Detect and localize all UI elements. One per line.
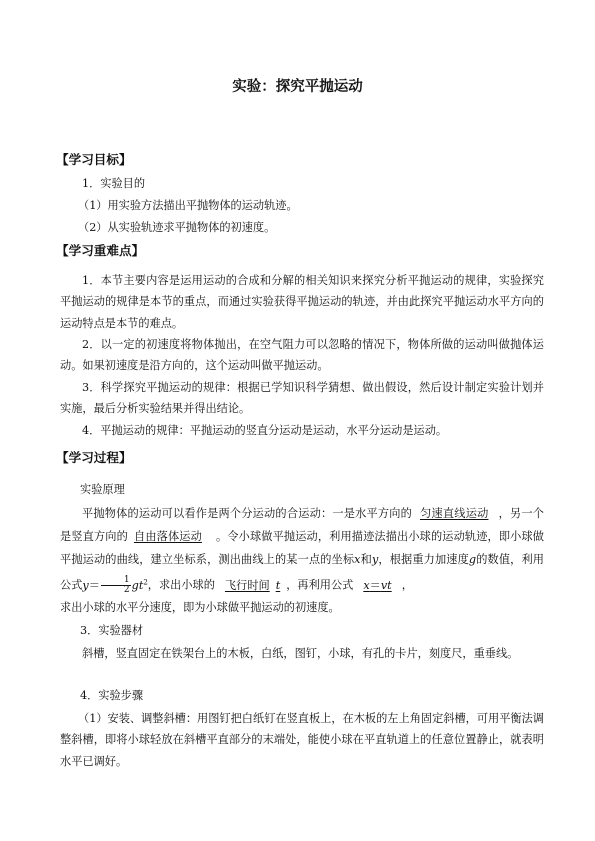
section-heading-process: 【学习过程】 [56, 450, 132, 465]
equipment-text: 斜槽，竖直固定在铁架台上的木板，白纸，图钉，小球，有孔的卡片，刻度尺，重垂线。 [82, 647, 519, 660]
key-point-2: 2．以一定的初速度将物体抛出，在空气阻力可以忽略的情况下，物体所做的运动叫做抛体运动。如果初速度是沿方向的，这个运动叫做平抛运动。 [60, 338, 544, 373]
steps-title: 4．实验步骤 [80, 689, 144, 702]
step-1-text: （1）安装、调整斜槽：用图钉把白纸钉在竖直板上，在木板的左上角固定斜槽，可用平衡法调整斜槽，即将小球轻放在斜槽平直部分的末端处，能使小球在平直轨道上的任意位置静止，就表明水平已调好。 [60, 712, 544, 768]
section-heading-goals: 【学习目标】 [56, 152, 132, 167]
equipment-title: 3．实验器材 [80, 624, 144, 637]
section-heading-key-points: 【学习重难点】 [56, 243, 145, 258]
formula-fall: y＝ $\frac{1}{2}$ $gt^2$ [82, 575, 148, 596]
goal-sub-1: （1）用实验方法描出平抛物体的运动轨迹。 [78, 199, 298, 212]
key-point-1: 1．本节主要内容是运用运动的合成和分解的相关知识来探究分析平抛运动的规律，实验探究平抛运动的规律是本节的重点，而通过实验获得平抛运动的轨迹，并由此探究平抛运动水平方向的运动特点是本节的难点。 [60, 274, 544, 330]
goal-sub-2: （2）从实验轨迹求平抛物体的初速度。 [78, 221, 276, 234]
goal-item-1: 1．实验目的 [82, 177, 146, 190]
principle-conclusion: 求出小球的水平分速度，即为小球做平抛运动的初速度。 [60, 601, 340, 614]
blank-formula-xvt: x＝vt [363, 578, 392, 592]
key-point-3: 3．科学探究平抛运动的规律：根据已学知识科学猜想、做出假设，然后设计制定实验计划并实施，最后分析实验结果并得出结论。 [60, 381, 544, 416]
blank-free-fall: 自由落体运动 [133, 530, 202, 543]
page-title: 实验：探究平抛运动 [232, 79, 363, 95]
key-point-4: 4．平抛运动的规律：平抛运动的竖直分运动是运动，水平分运动是运动。 [82, 424, 448, 437]
principle-title: 实验原理 [80, 483, 125, 496]
blank-uniform-motion: 匀速直线运动 [419, 507, 489, 520]
blank-flight-time: 飞行时间 t [224, 578, 281, 592]
principle-paragraph: 平抛物体的运动可以看作是两个分运动的合运动：一是水平方向的 匀速直线运动 ，另一个是竖直方向的 自由落体运动 。令小球做平抛运动，利用描迹法描出小球的运动轨迹，即小球做平抛运动的曲线，建立坐标系，测出曲线上的某一点的坐标x和y，根据重力加速度g的数值，利用公式y＝ $\frac{1}{2}$ $gt^2$，求出小球的 飞行时间 t ，再利用公式 x＝vt ， [60, 507, 544, 596]
